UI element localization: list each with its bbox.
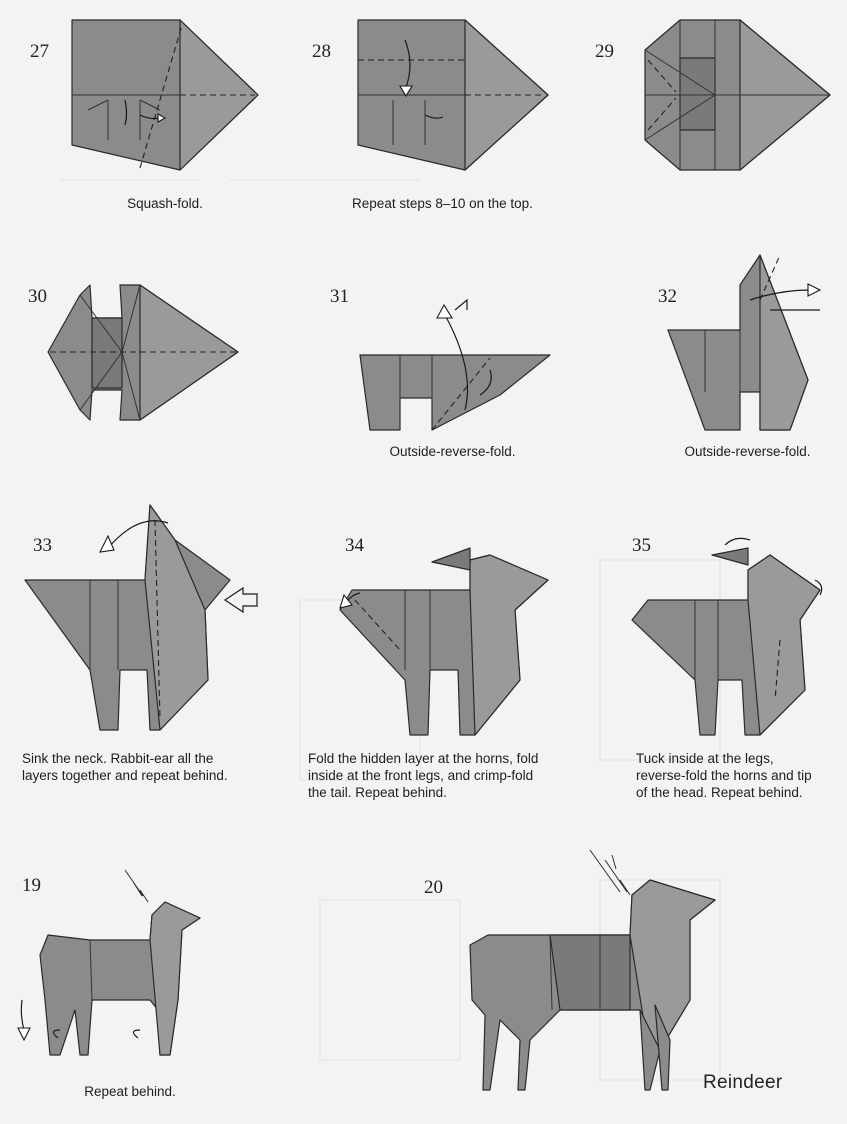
step-34-caption-line-3: the tail. Repeat behind. xyxy=(308,785,447,800)
step-34-caption-line-1: Fold the hidden layer at the horns, fold xyxy=(308,751,539,766)
step-20-number: 20 xyxy=(424,877,443,898)
step-19-number: 19 xyxy=(22,875,41,896)
step-19-caption: Repeat behind. xyxy=(84,1084,176,1099)
step-27-number: 27 xyxy=(30,41,49,62)
step-27-caption: Squash-fold. xyxy=(127,196,203,211)
model-title: Reindeer xyxy=(703,1072,783,1093)
step-34-number: 34 xyxy=(345,535,364,556)
step-33-number: 33 xyxy=(33,535,52,556)
step-32-number: 32 xyxy=(658,286,677,307)
step-33-caption-line-1: Sink the neck. Rabbit-ear all the xyxy=(22,751,214,766)
step-32-caption: Outside-reverse-fold. xyxy=(684,444,811,459)
step-35-caption-line-1: Tuck inside at the legs, xyxy=(636,751,774,766)
step-31-number: 31 xyxy=(330,286,349,307)
step-33-caption-line-2: layers together and repeat behind. xyxy=(22,768,228,783)
step-34-caption-line-2: inside at the front legs, and crimp-fold xyxy=(308,768,534,783)
step-30-number: 30 xyxy=(28,286,47,307)
step-28-caption: Repeat steps 8–10 on the top. xyxy=(352,196,533,211)
step-35-caption-line-2: reverse-fold the horns and tip xyxy=(636,768,812,783)
step-28-number: 28 xyxy=(312,41,331,62)
step-35-number: 35 xyxy=(632,535,651,556)
step-31-caption: Outside-reverse-fold. xyxy=(389,444,516,459)
step-29-number: 29 xyxy=(595,41,614,62)
step-35-caption-line-3: of the head. Repeat behind. xyxy=(636,785,803,800)
